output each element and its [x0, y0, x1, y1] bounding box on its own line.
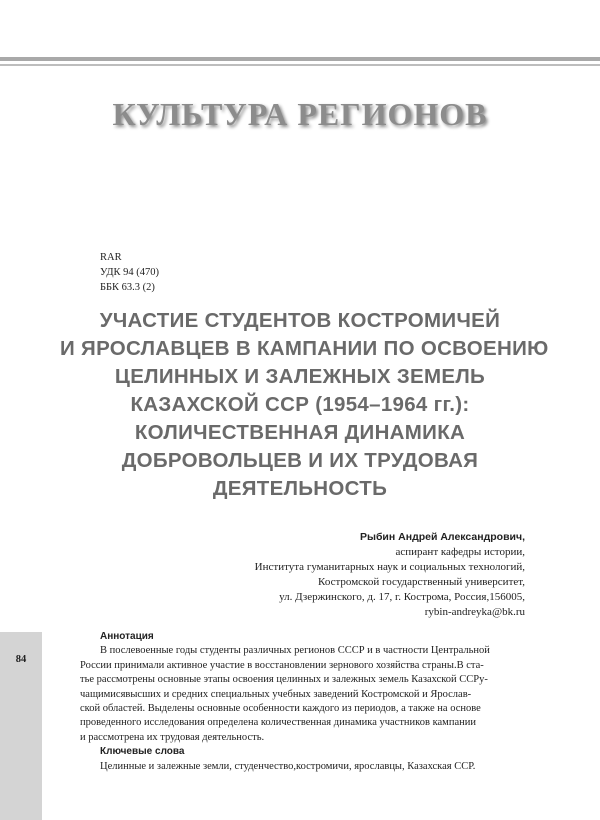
page-number: 84 [15, 654, 27, 665]
classification-codes [100, 250, 159, 295]
abstract-line: тье рассмотрены основные этапы освоения целинных и залежных земель Казахской ССРу- [80, 674, 488, 686]
title-line: И ЯРОСЛАВЦЕВ В КАМПАНИИ ПО ОСВОЕНИЮ [60, 337, 549, 360]
abstract-line: и рассмотрена их трудовая деятельность. [80, 731, 265, 743]
author-email: rybin-andreyka@bk.ru [424, 606, 525, 618]
abstract-line: В послевоенные годы студенты различных регионов СССР и в частности Центральной [100, 645, 490, 657]
abstract-section [80, 630, 535, 774]
author-institute: Института гуманитарных наук и социальных технологий, [254, 561, 525, 573]
header-rule-thin [0, 64, 600, 66]
author-info [255, 530, 525, 620]
title-line: ДЕЯТЕЛЬНОСТЬ [212, 477, 388, 500]
abstract-heading: Аннотация [100, 631, 154, 642]
title-line: КАЗАХСКОЙ ССР (1954–1964 гг.): [130, 393, 470, 416]
bbk-code: ББК 63.3 (2) [100, 282, 155, 293]
author-position: аспирант кафедры истории, [395, 546, 525, 558]
title-line: ДОБРОВОЛЬЦЕВ И ИХ ТРУДОВАЯ [121, 449, 479, 472]
abstract-line: проведенного исследования определена количественная динамика участников кампании [80, 717, 476, 729]
abstract-line: чащимисявысших и средних специальных учебных заведений Костромской и Ярослав- [80, 688, 472, 700]
abstract-text [80, 644, 535, 745]
article-title [60, 307, 549, 503]
abstract-line: ской областей. Выделены основные особенности каждого из периодов, а также на основе [80, 703, 481, 715]
udk-code: УДК 94 (470) [100, 267, 160, 278]
abstract-line: России принимали активное участие в восстановлении зернового хозяйства страны.В ста- [80, 659, 484, 671]
section-title: КУЛЬТУРА РЕГИОНОВ [112, 96, 488, 132]
title-line: УЧАСТИЕ СТУДЕНТОВ КОСТРОМИЧЕЙ [99, 309, 501, 332]
author-name: Рыбин Андрей Александрович, [359, 531, 525, 543]
keywords-heading: Ключевые слова [100, 746, 185, 758]
title-line: КОЛИЧЕСТВЕННАЯ ДИНАМИКА [134, 421, 466, 444]
title-line: ЦЕЛИННЫХ И ЗАЛЕЖНЫХ ЗЕМЕЛЬ [114, 365, 486, 388]
author-address: ул. Дзержинского, д. 17, г. Кострома, Россия,156005, [279, 591, 525, 603]
rar-code: RAR [100, 252, 122, 263]
header-rule-thick [0, 57, 600, 61]
author-university: Костромской государственный университет, [318, 576, 525, 588]
keywords-text: Целинные и залежные земли, студенчество,костромичи, ярославцы, Казахская ССР. [100, 760, 476, 772]
